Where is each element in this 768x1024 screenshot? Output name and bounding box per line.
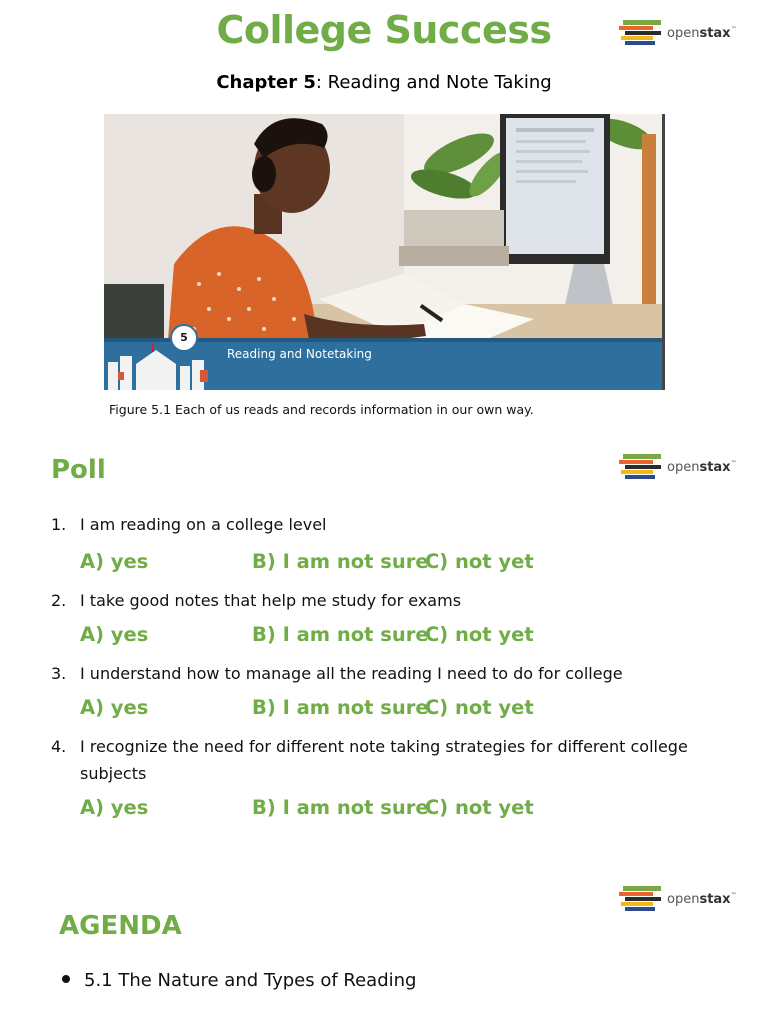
answer-option-c[interactable]: C) not yet xyxy=(425,623,534,646)
question-number: 3. xyxy=(51,664,67,683)
question-text: I understand how to manage all the reading I need to do for college xyxy=(80,664,623,683)
poll-question-1 xyxy=(51,511,711,538)
openstax-logo: openstax™ xyxy=(619,884,749,918)
question-number: 4. xyxy=(51,737,67,756)
agenda-item xyxy=(62,970,416,991)
openstax-logo-icon xyxy=(619,452,663,482)
answer-option-c[interactable]: C) not yet xyxy=(425,796,534,819)
answer-option-a[interactable]: A) yes xyxy=(80,550,149,573)
answer-option-c[interactable]: C) not yet xyxy=(425,550,534,573)
openstax-logo: openstax™ xyxy=(619,452,749,486)
openstax-logo: openstax™ xyxy=(619,18,749,52)
question-text: I take good notes that help me study for exams xyxy=(80,591,462,610)
answer-option-b[interactable]: B) I am not sure xyxy=(252,696,429,719)
figure-caption: Figure 5.1 Each of us reads and records information in our own way. xyxy=(109,402,534,417)
chapter-subtitle xyxy=(0,72,768,93)
poll-question-2 xyxy=(51,587,711,614)
question-text: I recognize the need for different note taking strategies for different college subjects xyxy=(80,737,688,783)
chapter-badge: 5 xyxy=(170,324,198,352)
chapter-name: : Reading and Note Taking xyxy=(315,72,552,93)
page-title: College Success xyxy=(216,8,552,52)
answer-option-b[interactable]: B) I am not sure xyxy=(252,623,429,646)
question-text: I am reading on a college level xyxy=(80,515,327,534)
agenda-title: AGENDA xyxy=(59,911,182,941)
answer-option-c[interactable]: C) not yet xyxy=(425,696,534,719)
poll-question-3 xyxy=(51,660,711,687)
answer-option-b[interactable]: B) I am not sure xyxy=(252,796,429,819)
chapter-number: Chapter 5 xyxy=(216,72,316,93)
agenda-item-text: 5.1 The Nature and Types of Reading xyxy=(84,970,417,991)
poll-question-4 xyxy=(51,733,711,787)
banner-title: Reading and Notetaking xyxy=(227,347,372,361)
openstax-logo-icon xyxy=(619,884,663,914)
chapter-figure xyxy=(104,114,665,390)
bullet-dot-icon xyxy=(62,975,70,983)
openstax-logo-icon xyxy=(619,18,663,48)
answer-option-a[interactable]: A) yes xyxy=(80,623,149,646)
answer-option-b[interactable]: B) I am not sure xyxy=(252,550,429,573)
question-number: 2. xyxy=(51,591,67,610)
poll-title: Poll xyxy=(51,455,106,485)
answer-option-a[interactable]: A) yes xyxy=(80,696,149,719)
question-number: 1. xyxy=(51,515,67,534)
answer-option-a[interactable]: A) yes xyxy=(80,796,149,819)
